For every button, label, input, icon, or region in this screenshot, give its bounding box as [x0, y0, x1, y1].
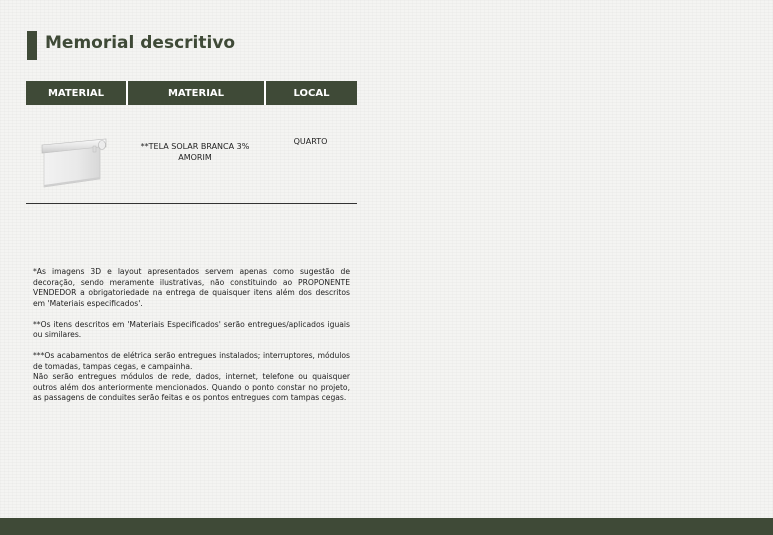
footer-bar [0, 518, 773, 535]
note-images-disclaimer: *As imagens 3D e layout apresentados servem apenas como sugestão de decoração, sendo meramente ilustrativas, não constituindo ao PROPONENTE VENDEDOR a obrigatoriedade na entrega de quaisquer itens além dos descritos em 'Materiais especificados'. [33, 267, 350, 308]
material-description: **TELA SOLAR BRANCA 3% AMORIM [140, 142, 250, 162]
header-material: MATERIAL [126, 81, 264, 105]
note-specified-materials: **Os itens descritos em 'Materiais Especificados' serão entregues/aplicados iguais ou similares. [33, 319, 350, 339]
header-material-image: MATERIAL [26, 81, 126, 105]
roller-shade-image [38, 137, 110, 189]
title-accent-bar [27, 31, 37, 60]
materials-table [26, 81, 357, 204]
page-title: Memorial descritivo [45, 33, 236, 53]
material-image-cell [26, 105, 126, 203]
table-header [26, 81, 357, 105]
notes-section [33, 267, 350, 404]
header-local: LOCAL [264, 81, 357, 105]
material-location: QUARTO [293, 137, 328, 146]
table-row [26, 105, 357, 204]
note-electrical-finishes: ***Os acabamentos de elétrica serão entregues instalados; interruptores, módulos de tomadas, tampas cegas, e campainha. [33, 351, 350, 371]
note-network-points: Não serão entregues módulos de rede, dados, internet, telefone ou quaisquer outros além dos anteriormente mencionados. Quando o ponto constar no projeto, as passagens de conduites serão feitas e os pontos entregues com tampas cegas. [33, 372, 350, 402]
